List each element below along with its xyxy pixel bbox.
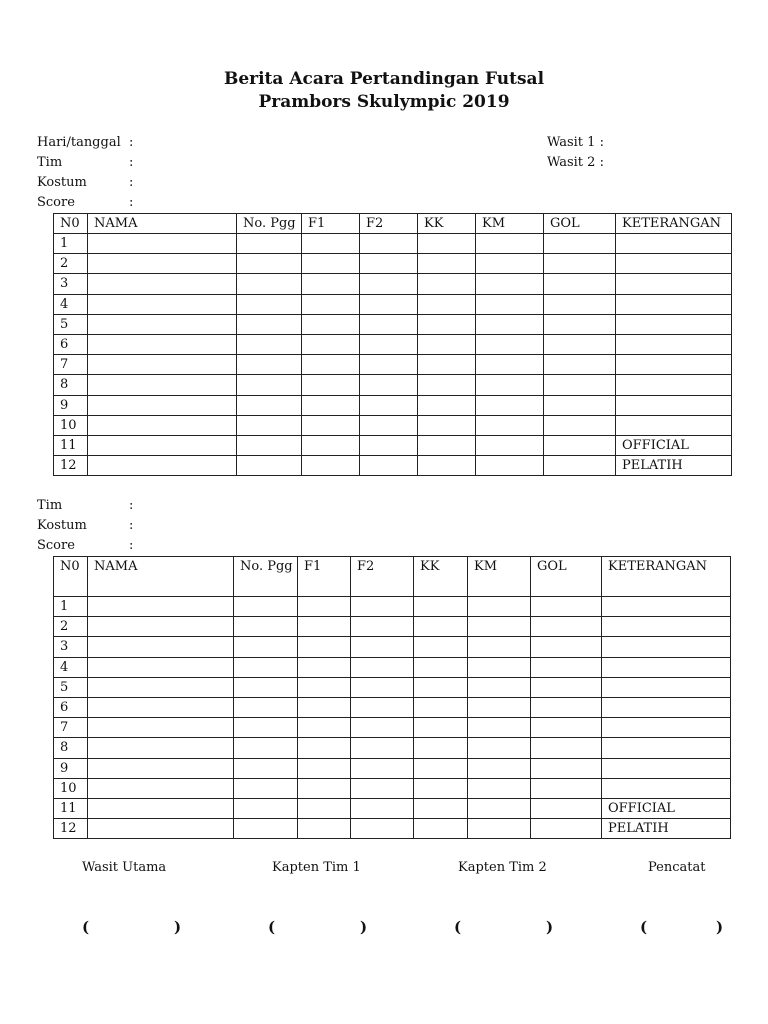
table-cell xyxy=(418,375,476,395)
table-cell xyxy=(544,334,616,354)
table-cell xyxy=(544,435,616,455)
kapten2-label: Kapten Tim 2 xyxy=(458,860,547,875)
info2-tim-row: Tim : xyxy=(37,496,133,516)
row-number: 8 xyxy=(54,738,88,758)
table-cell xyxy=(418,314,476,334)
table-cell xyxy=(298,637,351,657)
table-header-row xyxy=(54,214,732,234)
sig3-open-paren: ( xyxy=(454,918,462,936)
table-cell xyxy=(88,254,237,274)
table-cell xyxy=(476,456,544,476)
table-cell xyxy=(544,274,616,294)
table-cell xyxy=(302,415,360,435)
table-cell xyxy=(298,718,351,738)
team2-table-body xyxy=(54,557,731,839)
document-subtitle: Prambors Skulympic 2019 xyxy=(258,92,510,112)
row-number: 3 xyxy=(54,637,88,657)
table-row xyxy=(54,718,731,738)
row-number: 5 xyxy=(54,677,88,697)
info-hari-row: Hari/tanggal : xyxy=(37,133,133,153)
table-cell xyxy=(531,738,602,758)
table-cell xyxy=(237,294,302,314)
pelatih-label: PELATIH xyxy=(616,456,732,476)
table-cell xyxy=(302,355,360,375)
table-cell xyxy=(351,798,414,818)
table-cell xyxy=(602,677,731,697)
table-cell xyxy=(476,415,544,435)
table-cell xyxy=(616,254,732,274)
table-row xyxy=(54,758,731,778)
sig1-close-paren: ) xyxy=(174,918,182,936)
table-cell xyxy=(544,355,616,375)
table-cell xyxy=(237,375,302,395)
column-header: F2 xyxy=(351,557,414,597)
table-cell xyxy=(234,819,298,839)
table-cell xyxy=(88,234,237,254)
table-cell xyxy=(234,758,298,778)
column-header: F2 xyxy=(360,214,418,234)
table-row xyxy=(54,637,731,657)
table-cell xyxy=(476,294,544,314)
table-cell xyxy=(616,314,732,334)
table-cell xyxy=(237,456,302,476)
table-cell xyxy=(237,314,302,334)
table-cell xyxy=(616,415,732,435)
team1-table-body xyxy=(54,214,732,476)
table-cell xyxy=(531,798,602,818)
row-number: 5 xyxy=(54,314,88,334)
table-cell xyxy=(414,819,468,839)
table-cell xyxy=(602,738,731,758)
row-number: 3 xyxy=(54,274,88,294)
table-row xyxy=(54,395,732,415)
table-cell xyxy=(298,697,351,717)
official-label: OFFICIAL xyxy=(616,435,732,455)
column-header: KM xyxy=(476,214,544,234)
table-cell xyxy=(88,435,237,455)
table-cell xyxy=(360,355,418,375)
wasit2-label: Wasit 2 : xyxy=(547,155,604,170)
table-cell xyxy=(302,395,360,415)
table-cell xyxy=(414,677,468,697)
table-row xyxy=(54,254,732,274)
row-number: 1 xyxy=(54,597,88,617)
table-cell xyxy=(88,456,237,476)
table-cell xyxy=(418,395,476,415)
table-row xyxy=(54,597,731,617)
sig2-open-paren: ( xyxy=(268,918,276,936)
table-cell xyxy=(418,234,476,254)
column-header: N0 xyxy=(54,214,88,234)
table-cell xyxy=(351,617,414,637)
table-cell xyxy=(616,355,732,375)
table-row xyxy=(54,375,732,395)
table-cell xyxy=(360,415,418,435)
row-number: 4 xyxy=(54,657,88,677)
row-number: 10 xyxy=(54,415,88,435)
table-cell xyxy=(468,597,531,617)
table-row xyxy=(54,657,731,677)
table-cell xyxy=(360,456,418,476)
table-cell xyxy=(351,657,414,677)
table-cell xyxy=(360,395,418,415)
table-cell xyxy=(468,677,531,697)
table-cell xyxy=(302,234,360,254)
info2-score-row: Score : xyxy=(37,536,133,556)
column-header: F1 xyxy=(298,557,351,597)
table-header-row xyxy=(54,557,731,597)
table-cell xyxy=(602,597,731,617)
table-cell xyxy=(616,294,732,314)
team2-table xyxy=(53,556,731,839)
table-cell xyxy=(418,334,476,354)
table-cell xyxy=(531,697,602,717)
table-cell xyxy=(468,657,531,677)
table-cell xyxy=(237,355,302,375)
table-cell xyxy=(544,375,616,395)
info2-kostum-row: Kostum : xyxy=(37,516,133,536)
table-cell xyxy=(88,334,237,354)
table-cell xyxy=(298,778,351,798)
table-cell xyxy=(351,738,414,758)
table-cell xyxy=(237,254,302,274)
table-cell xyxy=(544,415,616,435)
table-cell xyxy=(476,435,544,455)
table-cell xyxy=(616,334,732,354)
sig3-close-paren: ) xyxy=(546,918,554,936)
column-header: GOL xyxy=(531,557,602,597)
table-cell xyxy=(351,637,414,657)
column-header: KK xyxy=(414,557,468,597)
table-cell xyxy=(88,718,234,738)
row-number: 4 xyxy=(54,294,88,314)
table-cell xyxy=(360,314,418,334)
table-row xyxy=(54,355,732,375)
table-cell xyxy=(418,294,476,314)
table-row xyxy=(54,294,732,314)
table-cell xyxy=(88,314,237,334)
referee-block xyxy=(547,133,604,173)
table-cell xyxy=(302,294,360,314)
row-number: 7 xyxy=(54,718,88,738)
row-number: 11 xyxy=(54,435,88,455)
table-cell xyxy=(88,274,237,294)
kostum-label: Kostum xyxy=(37,175,87,190)
table-cell xyxy=(414,597,468,617)
wasit1-label: Wasit 1 : xyxy=(547,135,604,150)
table-cell xyxy=(351,677,414,697)
table-cell xyxy=(360,375,418,395)
table-cell xyxy=(602,778,731,798)
table-cell xyxy=(351,758,414,778)
table-cell xyxy=(234,597,298,617)
kapten1-label: Kapten Tim 1 xyxy=(272,860,361,875)
table-cell xyxy=(302,456,360,476)
table-cell xyxy=(476,334,544,354)
table-row xyxy=(54,456,732,476)
table-cell xyxy=(298,677,351,697)
table-cell xyxy=(531,819,602,839)
table-cell xyxy=(88,597,234,617)
table-cell xyxy=(468,738,531,758)
column-header: No. Pgg xyxy=(234,557,298,597)
info-block-1 xyxy=(37,133,133,213)
table-cell xyxy=(234,677,298,697)
table-cell xyxy=(531,597,602,617)
document-title: Berita Acara Pertandingan Futsal xyxy=(223,69,545,89)
table-cell xyxy=(476,355,544,375)
table-cell xyxy=(351,819,414,839)
table-cell xyxy=(476,314,544,334)
table-cell xyxy=(237,234,302,254)
table-cell xyxy=(302,314,360,334)
table-row xyxy=(54,334,732,354)
table-cell xyxy=(414,637,468,657)
table-cell xyxy=(88,657,234,677)
row-number: 6 xyxy=(54,334,88,354)
row-number: 9 xyxy=(54,395,88,415)
table-cell xyxy=(418,355,476,375)
table-cell xyxy=(88,395,237,415)
table-row xyxy=(54,234,732,254)
table-cell xyxy=(544,234,616,254)
table-cell xyxy=(234,637,298,657)
table-cell xyxy=(544,456,616,476)
sig2-close-paren: ) xyxy=(360,918,368,936)
column-header: NAMA xyxy=(88,214,237,234)
table-cell xyxy=(88,758,234,778)
row-number: 10 xyxy=(54,778,88,798)
table-cell xyxy=(237,435,302,455)
table-cell xyxy=(298,798,351,818)
table-cell xyxy=(468,637,531,657)
table-cell xyxy=(616,395,732,415)
table-cell xyxy=(360,274,418,294)
column-header: GOL xyxy=(544,214,616,234)
column-header: KETERANGAN xyxy=(616,214,732,234)
column-header: NAMA xyxy=(88,557,234,597)
team1-table xyxy=(53,213,732,476)
row-number: 6 xyxy=(54,697,88,717)
table-cell xyxy=(544,294,616,314)
table-row xyxy=(54,435,732,455)
table-cell xyxy=(234,798,298,818)
table-cell xyxy=(602,758,731,778)
table-cell xyxy=(88,798,234,818)
table-cell xyxy=(88,415,237,435)
table-cell xyxy=(88,819,234,839)
table-cell xyxy=(531,617,602,637)
row-number: 1 xyxy=(54,234,88,254)
table-cell xyxy=(351,778,414,798)
table-cell xyxy=(418,415,476,435)
row-number: 2 xyxy=(54,254,88,274)
table-cell xyxy=(88,637,234,657)
table-cell xyxy=(468,819,531,839)
column-header: F1 xyxy=(302,214,360,234)
table-cell xyxy=(414,697,468,717)
table-row xyxy=(54,617,731,637)
row-number: 9 xyxy=(54,758,88,778)
table-cell xyxy=(237,395,302,415)
table-cell xyxy=(418,274,476,294)
table-cell xyxy=(351,718,414,738)
row-number: 11 xyxy=(54,798,88,818)
kostum2-label: Kostum xyxy=(37,518,87,533)
table-cell xyxy=(616,375,732,395)
score2-label: Score xyxy=(37,538,75,553)
table-cell xyxy=(468,697,531,717)
column-header: No. Pgg xyxy=(237,214,302,234)
table-cell xyxy=(468,778,531,798)
row-number: 12 xyxy=(54,819,88,839)
table-cell xyxy=(602,637,731,657)
table-cell xyxy=(88,617,234,637)
table-cell xyxy=(418,254,476,274)
table-cell xyxy=(360,435,418,455)
table-row xyxy=(54,738,731,758)
table-cell xyxy=(302,435,360,455)
table-cell xyxy=(298,758,351,778)
table-cell xyxy=(298,819,351,839)
table-cell xyxy=(360,334,418,354)
table-cell xyxy=(234,778,298,798)
sig4-close-paren: ) xyxy=(716,918,724,936)
table-cell xyxy=(88,738,234,758)
table-cell xyxy=(468,758,531,778)
table-cell xyxy=(360,294,418,314)
table-cell xyxy=(544,254,616,274)
table-cell xyxy=(234,697,298,717)
table-cell xyxy=(88,375,237,395)
info-tim-row: Tim : xyxy=(37,153,133,173)
table-cell xyxy=(234,617,298,637)
table-cell xyxy=(531,758,602,778)
table-cell xyxy=(616,234,732,254)
table-cell xyxy=(414,718,468,738)
table-cell xyxy=(531,657,602,677)
table-cell xyxy=(88,778,234,798)
score-label: Score xyxy=(37,195,75,210)
table-cell xyxy=(88,294,237,314)
wasit-utama-label: Wasit Utama xyxy=(82,860,167,875)
table-row xyxy=(54,819,731,839)
hari-label: Hari/tanggal xyxy=(37,135,121,150)
table-cell xyxy=(88,355,237,375)
sig4-open-paren: ( xyxy=(640,918,648,936)
table-cell xyxy=(602,697,731,717)
table-cell xyxy=(616,274,732,294)
table-cell xyxy=(476,375,544,395)
tim2-label: Tim xyxy=(37,498,63,513)
official-label: OFFICIAL xyxy=(602,798,731,818)
table-cell xyxy=(360,254,418,274)
table-cell xyxy=(602,657,731,677)
table-row xyxy=(54,415,732,435)
table-row xyxy=(54,314,732,334)
row-number: 7 xyxy=(54,355,88,375)
table-cell xyxy=(414,738,468,758)
table-cell xyxy=(531,637,602,657)
table-cell xyxy=(360,234,418,254)
table-row xyxy=(54,677,731,697)
table-cell xyxy=(414,617,468,637)
table-cell xyxy=(544,314,616,334)
table-cell xyxy=(88,677,234,697)
pelatih-label: PELATIH xyxy=(602,819,731,839)
table-cell xyxy=(298,597,351,617)
table-cell xyxy=(476,234,544,254)
column-header: N0 xyxy=(54,557,88,597)
table-row xyxy=(54,778,731,798)
table-cell xyxy=(468,617,531,637)
table-cell xyxy=(414,798,468,818)
table-cell xyxy=(476,395,544,415)
table-cell xyxy=(302,254,360,274)
table-cell xyxy=(302,274,360,294)
table-cell xyxy=(602,718,731,738)
row-number: 8 xyxy=(54,375,88,395)
table-cell xyxy=(302,375,360,395)
table-cell xyxy=(298,617,351,637)
info-block-2 xyxy=(37,496,133,556)
tim-label: Tim xyxy=(37,155,63,170)
table-row xyxy=(54,798,731,818)
table-cell xyxy=(414,758,468,778)
column-header: KK xyxy=(418,214,476,234)
pencatat-label: Pencatat xyxy=(648,860,706,875)
table-cell xyxy=(88,697,234,717)
table-cell xyxy=(418,456,476,476)
table-cell xyxy=(476,254,544,274)
table-cell xyxy=(237,334,302,354)
info-score-row: Score : xyxy=(37,193,133,213)
column-header: KM xyxy=(468,557,531,597)
table-cell xyxy=(414,778,468,798)
table-cell xyxy=(468,798,531,818)
table-cell xyxy=(531,718,602,738)
table-cell xyxy=(468,718,531,738)
table-cell xyxy=(234,738,298,758)
table-cell xyxy=(234,657,298,677)
table-cell xyxy=(418,435,476,455)
row-number: 12 xyxy=(54,456,88,476)
column-header: KETERANGAN xyxy=(602,557,731,597)
table-row xyxy=(54,697,731,717)
table-cell xyxy=(298,657,351,677)
row-number: 2 xyxy=(54,617,88,637)
table-cell xyxy=(237,415,302,435)
table-cell xyxy=(414,657,468,677)
table-cell xyxy=(237,274,302,294)
table-cell xyxy=(234,718,298,738)
table-cell xyxy=(476,274,544,294)
table-cell xyxy=(531,778,602,798)
table-cell xyxy=(302,334,360,354)
table-cell xyxy=(602,617,731,637)
info-kostum-row: Kostum : xyxy=(37,173,133,193)
table-row xyxy=(54,274,732,294)
sig1-open-paren: ( xyxy=(82,918,90,936)
table-cell xyxy=(531,677,602,697)
table-cell xyxy=(298,738,351,758)
table-cell xyxy=(544,395,616,415)
table-cell xyxy=(351,697,414,717)
table-cell xyxy=(351,597,414,617)
